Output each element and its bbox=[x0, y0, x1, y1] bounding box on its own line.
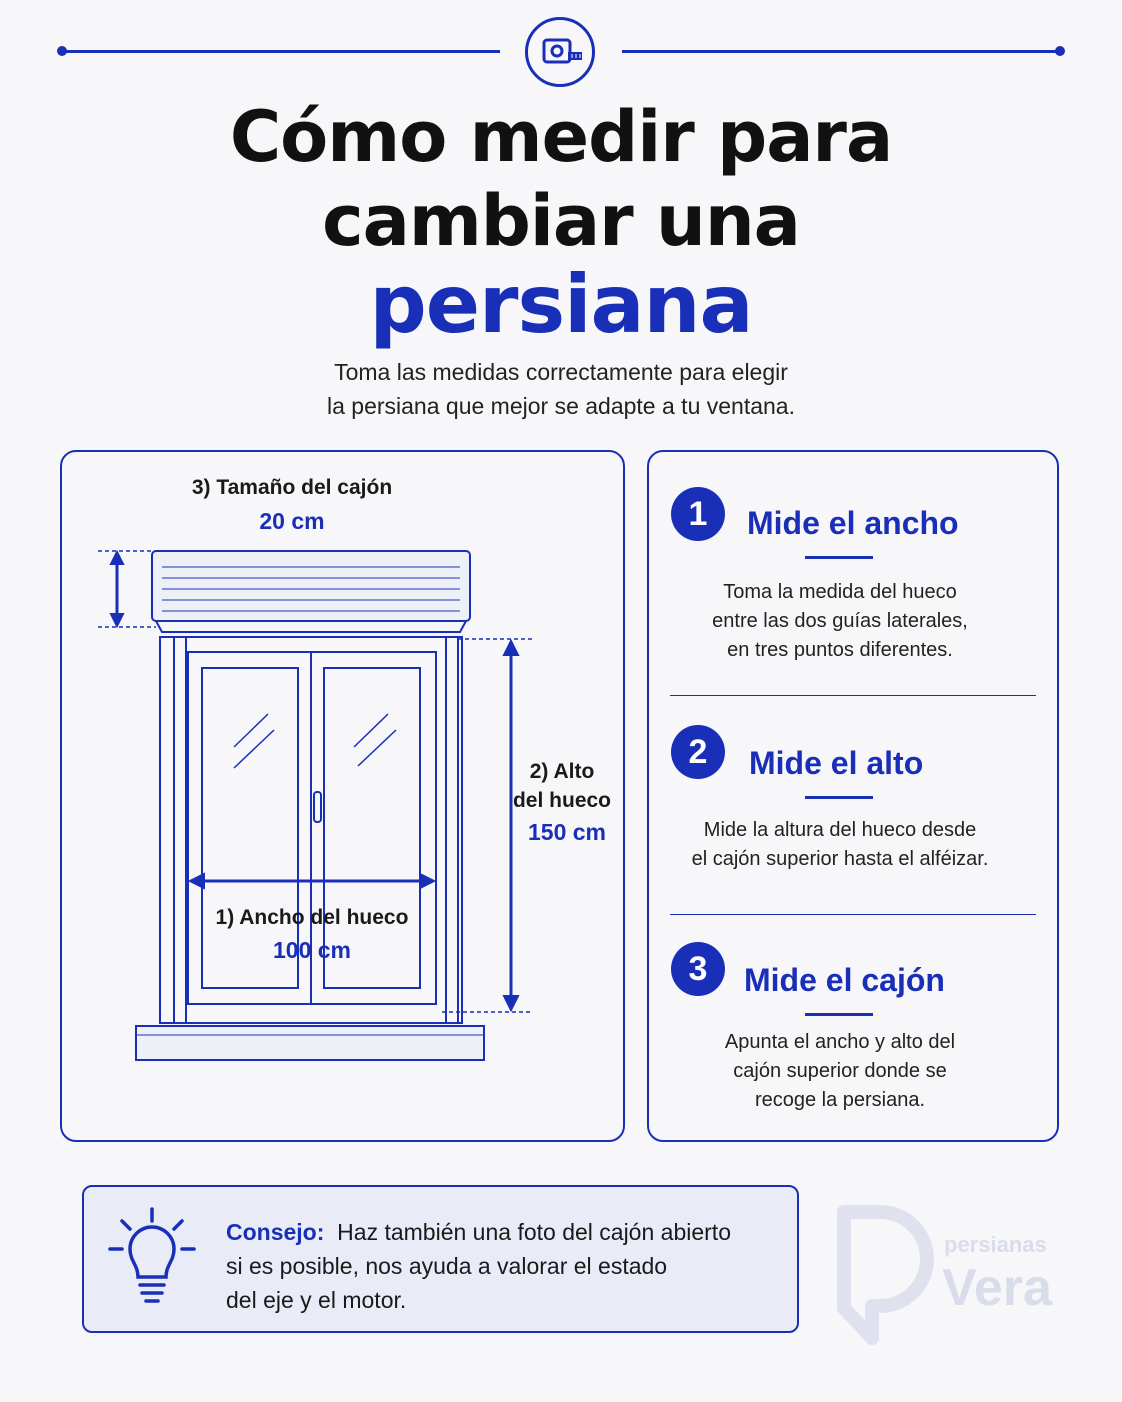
step-3-desc-line3: recoge la persiana. bbox=[754, 1089, 926, 1111]
step-2-desc-line1: Mide la altura del hueco desde bbox=[703, 819, 977, 841]
step-1-desc-line2: entre las dos guías laterales, bbox=[712, 610, 968, 632]
window-sill bbox=[136, 1026, 484, 1060]
step-3-desc-line1: Apunta el ancho y alto del bbox=[724, 1031, 956, 1053]
height-label-line1: 2) Alto bbox=[529, 760, 595, 783]
step-3-number: 3 bbox=[671, 942, 725, 996]
step-1-desc-line3: en tres puntos diferentes. bbox=[727, 639, 953, 661]
brand-name-large: Vera bbox=[942, 1259, 1052, 1317]
step-2-title: Mide el alto bbox=[749, 745, 924, 781]
tip-text-line2: si es posible, nos ayuda a valorar el estado bbox=[226, 1253, 668, 1279]
step-2-number: 2 bbox=[671, 725, 725, 779]
header-line-left bbox=[62, 50, 500, 53]
step-1-desc-line1: Toma la medida del hueco bbox=[723, 581, 957, 603]
tip-box bbox=[82, 1185, 799, 1333]
window-handle bbox=[314, 792, 321, 822]
lightbulb-icon bbox=[102, 1203, 202, 1313]
step-1-underline bbox=[805, 556, 873, 559]
page-title-line1: Cómo medir para bbox=[229, 96, 893, 178]
box-size-label: 3) Tamaño del cajón bbox=[191, 476, 393, 499]
window-diagram-panel bbox=[60, 450, 625, 1142]
step-3-desc-line2: cajón superior donde se bbox=[733, 1060, 947, 1082]
tip-text-line1: Haz también una foto del cajón abierto bbox=[337, 1219, 731, 1245]
width-value: 100 cm bbox=[272, 937, 351, 963]
step-1-number: 1 bbox=[671, 487, 725, 541]
width-label: 1) Ancho del hueco bbox=[215, 906, 409, 929]
box-size-value: 20 cm bbox=[259, 508, 325, 534]
step-3-title: Mide el cajón bbox=[744, 962, 945, 998]
tip-text bbox=[226, 1215, 786, 1317]
subtitle-line2: la persiana que mejor se adapte a tu ventana. bbox=[327, 393, 795, 419]
step-divider-2 bbox=[670, 914, 1036, 915]
page-title-line2: cambiar una bbox=[322, 180, 800, 262]
tip-label: Consejo: bbox=[226, 1219, 325, 1245]
height-label-line2: del hueco bbox=[512, 789, 612, 812]
header-dot-right bbox=[1055, 46, 1065, 56]
subtitle-line1: Toma las medidas correctamente para elegir bbox=[334, 359, 788, 385]
page-title-highlight: persiana bbox=[369, 258, 753, 351]
brand-name-small: persianas bbox=[944, 1232, 1047, 1257]
step-3-underline bbox=[805, 1013, 873, 1016]
tape-measure-icon bbox=[525, 17, 595, 87]
tip-text-line3: del eje y el motor. bbox=[226, 1287, 407, 1313]
height-value: 150 cm bbox=[527, 819, 606, 845]
step-2-desc-line2: el cajón superior hasta el alféizar. bbox=[691, 848, 989, 870]
step-1-title: Mide el ancho bbox=[747, 505, 959, 541]
brand-logo-icon bbox=[832, 1198, 942, 1348]
step-divider-1 bbox=[670, 695, 1036, 696]
step-2-underline bbox=[805, 796, 873, 799]
header-line-right bbox=[622, 50, 1060, 53]
